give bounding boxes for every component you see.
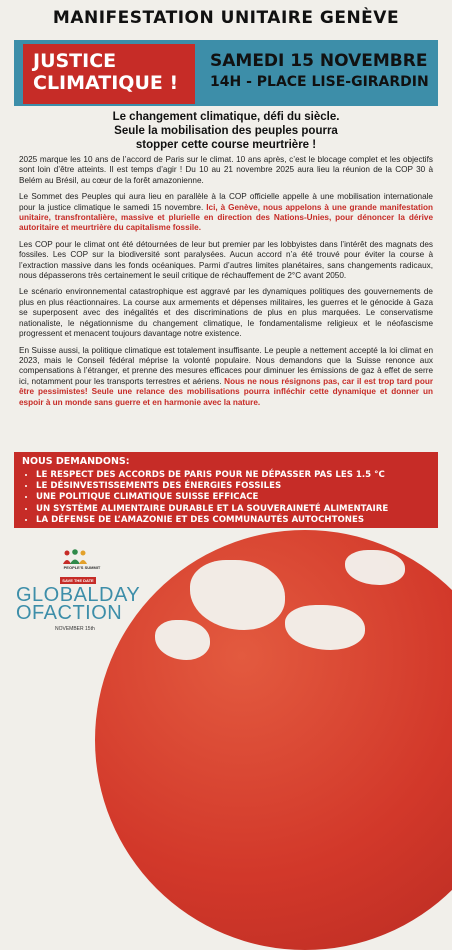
paragraph-5-text: En Suisse aussi, la politique climatique est totalement insuffisante. Le peuple a nettement accepté la loi climat en 2023, mais le Conseil fédéral méprise la volonté populaire. Nous demandons que la Suisse renonce aux compensations à l’étranger, et prenne des mesures efficaces pour diminuer les émissions de gaz à effet de serre ici, notamment pour les transports terrestres et aériens.	[19, 345, 433, 386]
paragraph-2-text: Le Sommet des Peuples qui aura lieu en parallèle à la COP officielle appelle à une mobilisation internationale pour la justice climatique le samedi 15 novembre.	[19, 192, 433, 212]
footer-date: NOVEMBER 15th	[55, 626, 95, 632]
demands-list	[22, 470, 430, 526]
paragraph-3: Les COP pour le climat ont été détournées de leur but premier par les lobbyistes dans l’intérêt des magnats des fossiles. Les COP sur la biodiversité sont paralysées. Aucun accord n’a été trouvé pour éviter la course à l’extraction massive dans les fonds océaniques. Parmi d’autres limites planétaires, sans changements radicaux, nous dépasserons très certainement le seuil critique de réchauffement de 2°C avant 2050.	[19, 239, 433, 281]
paragraph-2-highlight: Ici, à Genève, nous appelons à une grande manifestation unitaire, transfrontalière, massive et plurielle en direction des Nations-Unies, pour dénoncer la dérive autoritaire et meurtrière du capitalisme fossile.	[19, 202, 433, 233]
intro-line-2: Seule la mobilisation des peuples pourra	[114, 125, 338, 137]
demand-item: • LE DÉSINVESTISSEMENTS DES ÉNERGIES FOSSILES	[36, 481, 430, 492]
demand-item: • UNE POLITIQUE CLIMATIQUE SUISSE EFFICACE	[36, 492, 430, 503]
earth-globe-illustration	[95, 530, 452, 950]
global-day-of-action-logo	[16, 586, 140, 622]
paragraph-1: 2025 marque les 10 ans de l’accord de Paris sur le climat. 10 ans après, c’est le blocage complet et les objectifs sont loin d’être atteints. Il est temps d’agir ! Du 10 au 21 novembre 2025 aura lieu la réunion de la COP 30 à Belém au Brésil, au cœur de la forêt amazonienne.	[19, 155, 433, 185]
banner-event-info	[210, 50, 432, 92]
slogan-line-2: CLIMATIQUE !	[33, 72, 179, 94]
slogan-line-1: JUSTICE	[33, 50, 117, 72]
intro-line-3: stopper cette course meurtrière !	[135, 139, 317, 151]
page-title: MANIFESTATION UNITAIRE GENÈVE	[52, 8, 400, 28]
intro-line-1: Le changement climatique, défi du siècle.	[112, 111, 340, 123]
continent-shape	[155, 620, 210, 660]
paragraph-5	[19, 346, 433, 408]
demand-item: • LE RESPECT DES ACCORDS DE PARIS POUR NE DÉPASSER PAS LES 1.5 °C	[36, 470, 430, 481]
peoples-summit-logo-icon	[62, 547, 88, 565]
demands-title: NOUS DEMANDONS:	[22, 456, 130, 467]
continent-shape	[190, 560, 285, 630]
banner-slogan	[23, 44, 195, 104]
gda-line-1: GLOBALDAY	[16, 584, 141, 606]
body-text	[19, 155, 433, 414]
demand-item: • UN SYSTÈME ALIMENTAIRE DURABLE ET LA SOUVERAINETÉ ALIMENTAIRE	[36, 504, 430, 515]
continent-shape	[285, 605, 365, 650]
demand-item: • LA DÉFENSE DE L’AMAZONIE ET DES COMMUNAUTÉS AUTOCHTONES	[36, 515, 430, 526]
demands-box	[14, 452, 438, 528]
logo-caption: PEOPLE'S SUMMIT	[63, 565, 101, 570]
gda-line-2: OFACTION	[16, 602, 123, 624]
continent-shape	[345, 550, 405, 585]
event-banner	[14, 40, 438, 106]
intro-statement	[0, 110, 452, 152]
save-the-date-badge: SAVE THE DATE	[60, 577, 96, 584]
paragraph-4: Le scénario environnemental catastrophique est aggravé par les dynamiques politiques des gouvernements de plus en plus réactionnaires. La course aux armements et dépenses militaires, les guerres et le génocide à Gaza se superposent avec des inégalités et des discriminations de plus en plus marquées. Le conservatisme nationaliste, le négationnisme du changement climatique, le fondamentalisme religieux et le néofascisme progressent et menacent toujours davantage notre existence.	[19, 287, 433, 339]
paragraph-5-highlight: Nous ne nous résignons pas, car il est trop tard pour être pessimistes! Seule une relance des mobilisations pourra infléchir cette dynamique et donner un espoir à un monde sans guerre et en harmonie avec la nature.	[19, 376, 434, 407]
paragraph-2	[19, 192, 433, 234]
event-place: 14H - PLACE LISE-GIRARDIN	[210, 74, 429, 90]
event-date: SAMEDI 15 NOVEMBRE	[210, 51, 428, 71]
